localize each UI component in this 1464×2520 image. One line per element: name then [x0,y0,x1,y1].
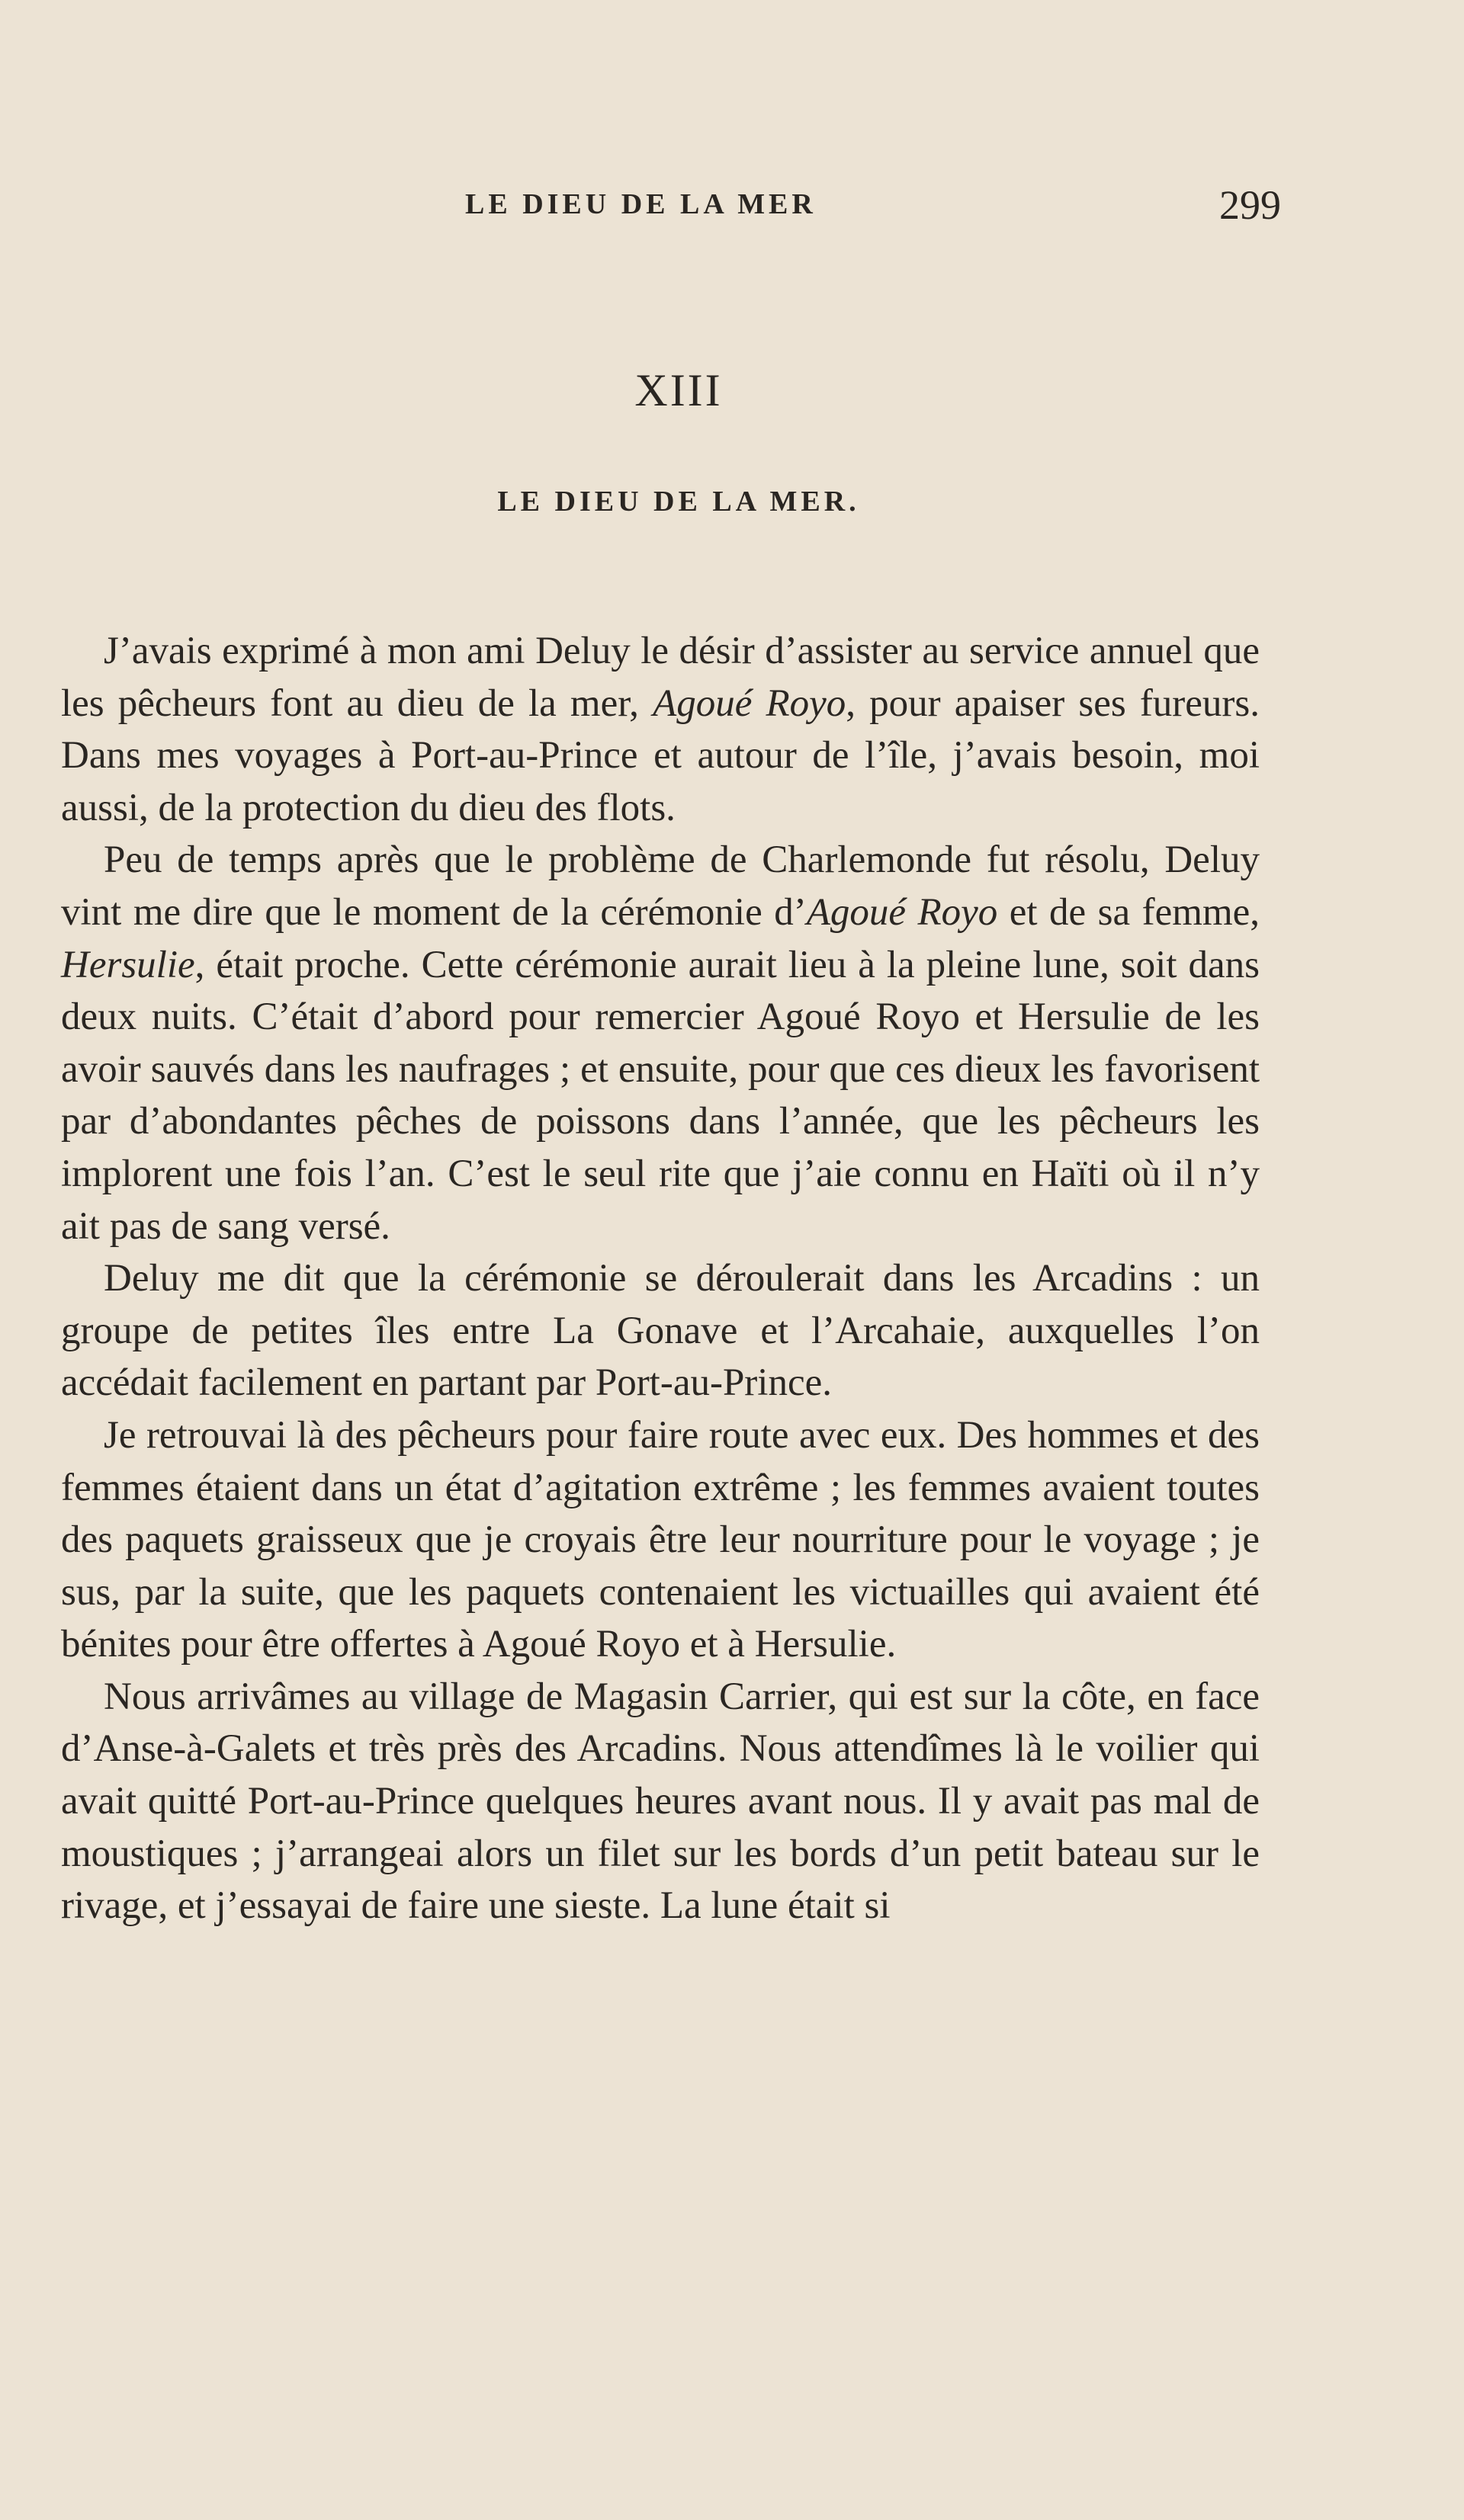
paragraph [61,1252,1260,1409]
body-text [61,625,1260,1932]
chapter-title: LE DIEU DE LA MER. [497,486,860,518]
chapter-number: XIII [634,365,723,415]
italic-text: Hersulie [61,943,195,986]
paragraph [61,1409,1260,1671]
running-title: LE DIEU DE LA MER [465,188,817,220]
text-run: et de sa femme, [997,890,1260,934]
text-run: , était proche. Cette cérémonie aurait lieu à la pleine lune, soit dans deux nuits. C’était d’abord pour remercier Agoué Royo et Hersulie de les avoir sauvés dans les naufrages ; et ensuite, pour que ces dieux les favorisent par d’abondantes pêches de poissons dans l’année, que les pêcheurs les implorent une fois l’an. C’est le seul rite que j’aie connu en Haïti où il n’y ait pas de sang versé. [61,943,1260,1248]
paragraph [61,1671,1260,1932]
page-number: 299 [1219,182,1281,228]
paragraph [61,834,1260,1252]
italic-text: Agoué Royo [653,681,846,725]
text-run: J’avais exprimé à mon ami Deluy le désir d’assister au service annuel que les pêcheurs font au dieu de la mer, [61,630,1260,725]
paragraph [61,625,1260,834]
text-run: Deluy me dit que la cérémonie se déroulerait dans les Arcadins : un groupe de petites îles entre La Gonave et l’Arcahaie, auxquelles l’on accédait facilement en partant par Port-au-Prince. [61,1257,1260,1405]
text-run: Je retrouvai là des pêcheurs pour faire route avec eux. Des hommes et des femmes étaient dans un état d’agitation extrême ; les femmes avaient toutes des paquets graisseux que je croyais être leur nourriture pour le voyage ; je sus, par la suite, que les paquets contenaient les victuailles qui avaient été bénites pour être offertes à Agoué Royo et à Hersulie. [61,1413,1260,1666]
text-run: , pour apaiser ses fureurs. Dans mes voyages à Port-au-Prince et autour de l’île, j’avais besoin, moi aussi, de la protection du dieu des flots. [61,681,1260,829]
text-run: Nous arrivâmes au village de Magasin Carrier, qui est sur la côte, en face d’Anse-à-Galets et très près des Arcadins. Nous attendîmes là le voilier qui avait quitté Port-au-Prince quelques heures avant nous. Il y avait pas mal de moustiques ; j’arrangeai alors un filet sur les bords d’un petit bateau sur le rivage, et j’essayai de faire une sieste. La lune était si [61,1675,1260,1928]
italic-text: Agoué Royo [806,890,998,934]
text-run: Peu de temps après que le problème de Charlemonde fut résolu, Deluy vint me dire que le moment de la cérémonie d’ [61,838,1260,934]
running-header [61,182,1281,233]
